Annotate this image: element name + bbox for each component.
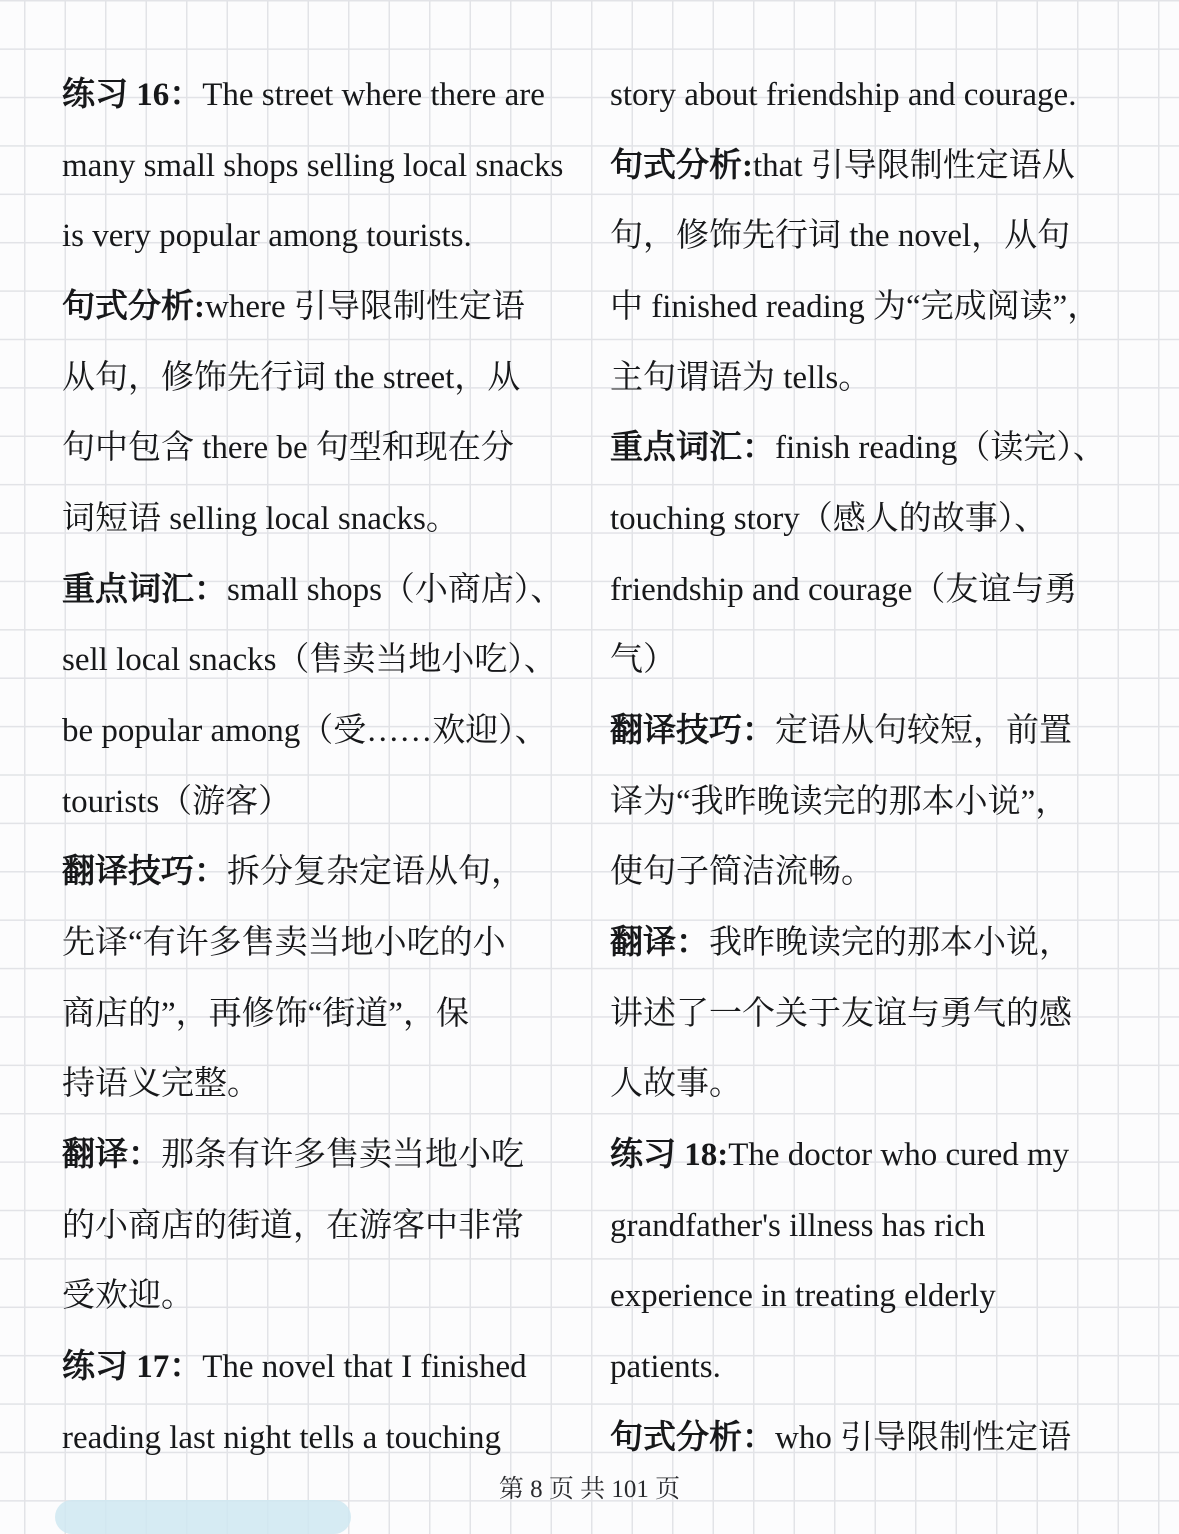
text-line [62, 272, 568, 343]
text-segment: 定语从句较短，前置 [775, 713, 1072, 750]
label-segment: 翻译技巧： [610, 713, 775, 750]
text-line [610, 413, 1119, 484]
text-line [62, 413, 568, 484]
text-line [610, 696, 1119, 767]
text-segment: The doctor who cured my [728, 1137, 1070, 1174]
label-segment: 翻译技巧： [62, 854, 227, 891]
text-line [62, 1120, 568, 1191]
text-line [610, 1191, 1119, 1262]
text-line [610, 908, 1119, 979]
label-segment: 重点词汇： [610, 430, 775, 467]
text-segment: that 引导限制性定语从 [753, 147, 1075, 184]
text-segment: is very popular among tourists. [62, 218, 472, 255]
text-segment: patients. [610, 1349, 721, 1386]
text-segment: 商店的”，再修饰“街道”，保 [62, 995, 469, 1032]
text-segment: 受欢迎。 [62, 1278, 194, 1315]
text-segment: tourists（游客） [62, 783, 292, 820]
text-segment: sell local snacks（售卖当地小吃）、 [62, 642, 557, 679]
page-footer: 第 8 页 共 101 页 [498, 1476, 681, 1503]
text-segment: grandfather's illness has rich [610, 1207, 986, 1244]
text-line [610, 1120, 1119, 1191]
text-line [62, 484, 568, 555]
text-column-left [62, 60, 568, 1473]
text-line [610, 131, 1119, 202]
text-segment: be popular among（受……欢迎）、 [62, 713, 548, 750]
text-segment: where 引导限制性定语 [205, 289, 525, 326]
label-segment: 翻译： [610, 925, 709, 962]
text-segment: 先译“有许多售卖当地小吃的小 [62, 925, 506, 962]
text-line [62, 696, 568, 767]
label-segment: 句式分析： [610, 1419, 775, 1456]
text-line [62, 1049, 568, 1120]
text-line [610, 979, 1119, 1050]
text-segment: 句，修饰先行词 the novel，从句 [610, 218, 1071, 255]
text-line [62, 1403, 568, 1474]
watermark-badge [55, 1500, 351, 1534]
text-line [62, 837, 568, 908]
text-segment: 讲述了一个关于友谊与勇气的感 [610, 995, 1072, 1032]
label-segment: 练习 17： [62, 1349, 203, 1386]
text-line [610, 343, 1119, 414]
text-segment: 使句子简洁流畅。 [610, 854, 874, 891]
text-line [610, 837, 1119, 908]
text-line [610, 60, 1119, 131]
text-line [610, 1049, 1119, 1120]
label-segment: 练习 16： [62, 77, 203, 113]
text-segment: The street where there are [202, 77, 545, 113]
text-segment: who 引导限制性定语 [775, 1419, 1072, 1456]
text-line [62, 908, 568, 979]
text-segment: 我昨晚读完的那本小说， [709, 925, 1072, 962]
text-segment: 的小商店的街道，在游客中非常 [62, 1207, 524, 1244]
text-line [610, 625, 1119, 696]
text-line [610, 1261, 1119, 1332]
text-segment: 词短语 selling local snacks。 [62, 501, 459, 538]
text-segment: 从句，修饰先行词 the street，从 [62, 359, 521, 396]
label-segment: 练习 18: [610, 1137, 729, 1174]
text-line [610, 1332, 1119, 1403]
text-line [62, 343, 568, 414]
text-line [610, 555, 1119, 626]
text-segment: 中 finished reading 为“完成阅读”， [610, 289, 1101, 326]
text-line [62, 131, 568, 202]
text-segment: The novel that I finished [202, 1349, 527, 1386]
text-segment: 人故事。 [610, 1066, 742, 1103]
label-segment: 翻译： [62, 1137, 161, 1174]
text-column-right [610, 60, 1119, 1473]
text-segment: story about friendship and courage. [610, 77, 1077, 113]
text-segment: 拆分复杂定语从句， [227, 854, 524, 891]
text-segment: 气） [610, 642, 676, 679]
text-line [610, 201, 1119, 272]
text-segment: friendship and courage（友谊与勇 [610, 571, 1078, 608]
text-line [610, 767, 1119, 838]
text-line [62, 1191, 568, 1262]
text-segment: 译为“我昨晚读完的那本小说”， [610, 783, 1069, 820]
text-segment: small shops（小商店）、 [227, 571, 564, 608]
label-segment: 句式分析: [610, 147, 753, 184]
text-segment: 主句谓语为 tells。 [610, 359, 872, 396]
text-line [62, 555, 568, 626]
text-line [610, 272, 1119, 343]
label-segment: 句式分析: [62, 289, 205, 326]
text-segment: reading last night tells a touching [62, 1419, 501, 1456]
text-segment: finish reading（读完）、 [775, 430, 1106, 467]
text-segment: many small shops selling local snacks [62, 147, 564, 184]
text-line [610, 1403, 1119, 1474]
text-line [62, 625, 568, 696]
label-segment: 重点词汇： [62, 571, 227, 608]
text-segment: 句中包含 there be 句型和现在分 [62, 430, 514, 467]
text-line [610, 484, 1119, 555]
text-segment: touching story（感人的故事）、 [610, 501, 1048, 538]
text-line [62, 767, 568, 838]
text-line [62, 979, 568, 1050]
text-line [62, 1332, 568, 1403]
text-segment: experience in treating elderly [610, 1278, 996, 1315]
text-line [62, 201, 568, 272]
text-segment: 那条有许多售卖当地小吃 [161, 1137, 524, 1174]
text-segment: 持语义完整。 [62, 1066, 260, 1103]
text-line [62, 1261, 568, 1332]
text-line [62, 60, 568, 131]
